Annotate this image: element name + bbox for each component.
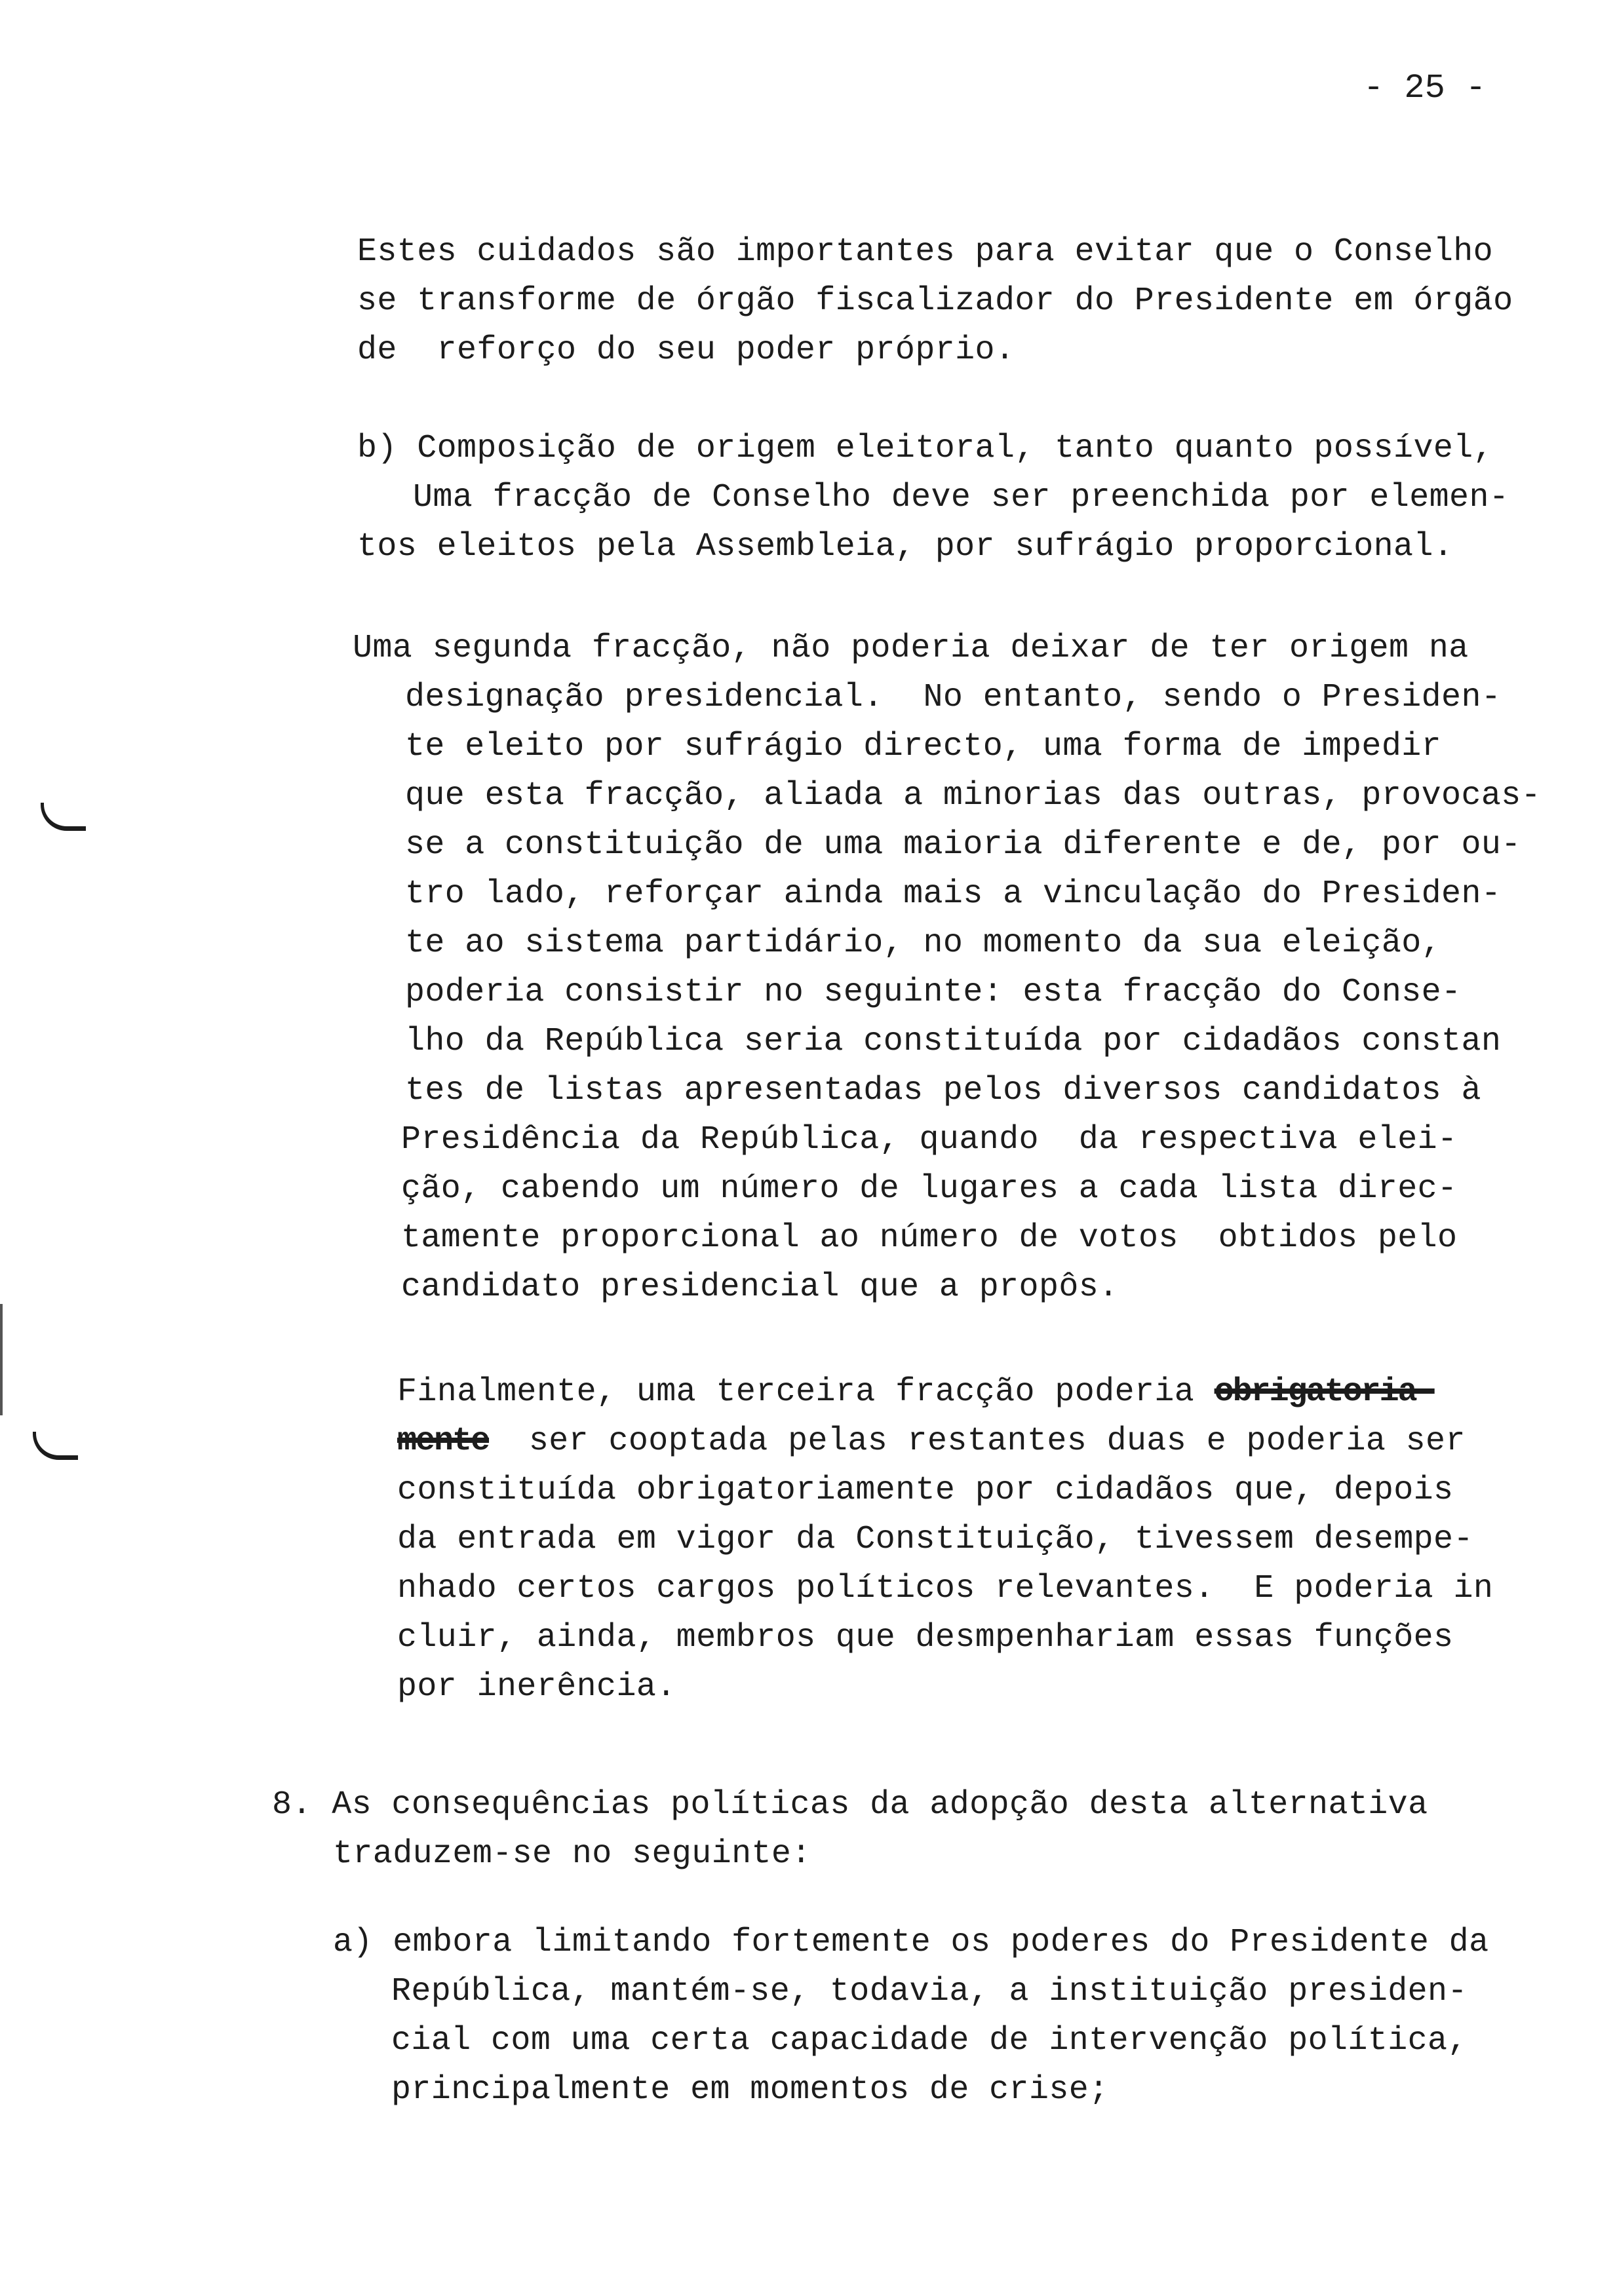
margin-punch-mark-lower xyxy=(33,1432,78,1460)
segunda-line-5: se a constituição de uma maioria diferente e de, por ou- xyxy=(405,826,1521,864)
segunda-line-2: designação presidencial. No entanto, sendo o Presiden- xyxy=(405,679,1502,716)
item-a-line-3: cial com uma certa capacidade de intervenção política, xyxy=(391,2022,1468,2059)
item-b-line-2: Uma fracção de Conselho deve ser preenchida por elemen- xyxy=(413,479,1509,516)
segunda-line-4: que esta fracção, aliada a minorias das outras, provocas- xyxy=(405,777,1542,814)
item-8-line-1: 8. As consequências políticas da adopção desta alternativa xyxy=(272,1786,1428,1824)
item-a-line-1: a) embora limitando fortemente os poderes do Presidente da xyxy=(333,1924,1489,1961)
intro-line-2: se transforme de órgão fiscalizador do Presidente em órgão xyxy=(357,282,1513,320)
item-b-line-3: tos eleitos pela Assembleia, por sufrágio proporcional. xyxy=(357,528,1454,565)
segunda-line-9: lho da República seria constituída por cidadãos constan xyxy=(405,1023,1502,1060)
intro-line-1: Estes cuidados são importantes para evitar que o Conselho xyxy=(357,233,1494,271)
finalmente-line-2 xyxy=(397,1422,1466,1461)
segunda-line-14: candidato presidencial que a propôs. xyxy=(401,1269,1119,1306)
struck-word-2: mente xyxy=(397,1423,490,1460)
segunda-line-3: te eleito por sufrágio directo, uma forma de impedir xyxy=(405,728,1442,765)
segunda-line-1: Uma segunda fracção, não poderia deixar de ter origem na xyxy=(353,630,1469,667)
item-b-line-1: b) Composição de origem eleitoral, tanto quanto possível, xyxy=(357,430,1494,467)
item-8-line-2: traduzem-se no seguinte: xyxy=(333,1835,811,1873)
segunda-line-11: Presidência da República, quando da respectiva elei- xyxy=(401,1121,1458,1158)
finalmente-line-1 xyxy=(397,1373,1435,1412)
margin-punch-mark-upper xyxy=(41,803,86,831)
page-number: - 25 - xyxy=(1363,69,1487,107)
segunda-line-12: ção, cabendo um número de lugares a cada lista direc- xyxy=(401,1170,1458,1208)
finalmente-line-5: nhado certos cargos políticos relevantes. E poderia in xyxy=(397,1570,1494,1607)
scan-edge-line xyxy=(0,1304,3,1415)
segunda-line-6: tro lado, reforçar ainda mais a vinculação do Presiden- xyxy=(405,875,1502,913)
segunda-line-7: te ao sistema partidário, no momento da sua eleição, xyxy=(405,925,1442,962)
finalmente-line-6: cluir, ainda, membros que desmpenhariam essas funções xyxy=(397,1619,1454,1656)
segunda-line-13: tamente proporcional ao número de votos obtidos pelo xyxy=(401,1219,1458,1257)
item-a-line-4: principalmente em momentos de crise; xyxy=(391,2071,1109,2109)
finalmente-line-4: da entrada em vigor da Constituição, tivessem desempe- xyxy=(397,1521,1473,1558)
segunda-line-10: tes de listas apresentadas pelos diversos candidatos à xyxy=(405,1072,1481,1109)
struck-word-1: obrigatoria- xyxy=(1214,1373,1435,1411)
item-a-line-2: República, mantém-se, todavia, a instituição presiden- xyxy=(391,1973,1468,2010)
finalmente-text: ser cooptada pelas restantes duas e poderia ser xyxy=(489,1423,1466,1460)
finalmente-line-3: constituída obrigatoriamente por cidadãos que, depois xyxy=(397,1472,1454,1509)
finalmente-text: Finalmente, uma terceira fracção poderia xyxy=(397,1373,1215,1411)
segunda-line-8: poderia consistir no seguinte: esta fracção do Conse- xyxy=(405,974,1462,1011)
intro-line-3: de reforço do seu poder próprio. xyxy=(357,332,1015,369)
finalmente-line-7: por inerência. xyxy=(397,1668,676,1706)
